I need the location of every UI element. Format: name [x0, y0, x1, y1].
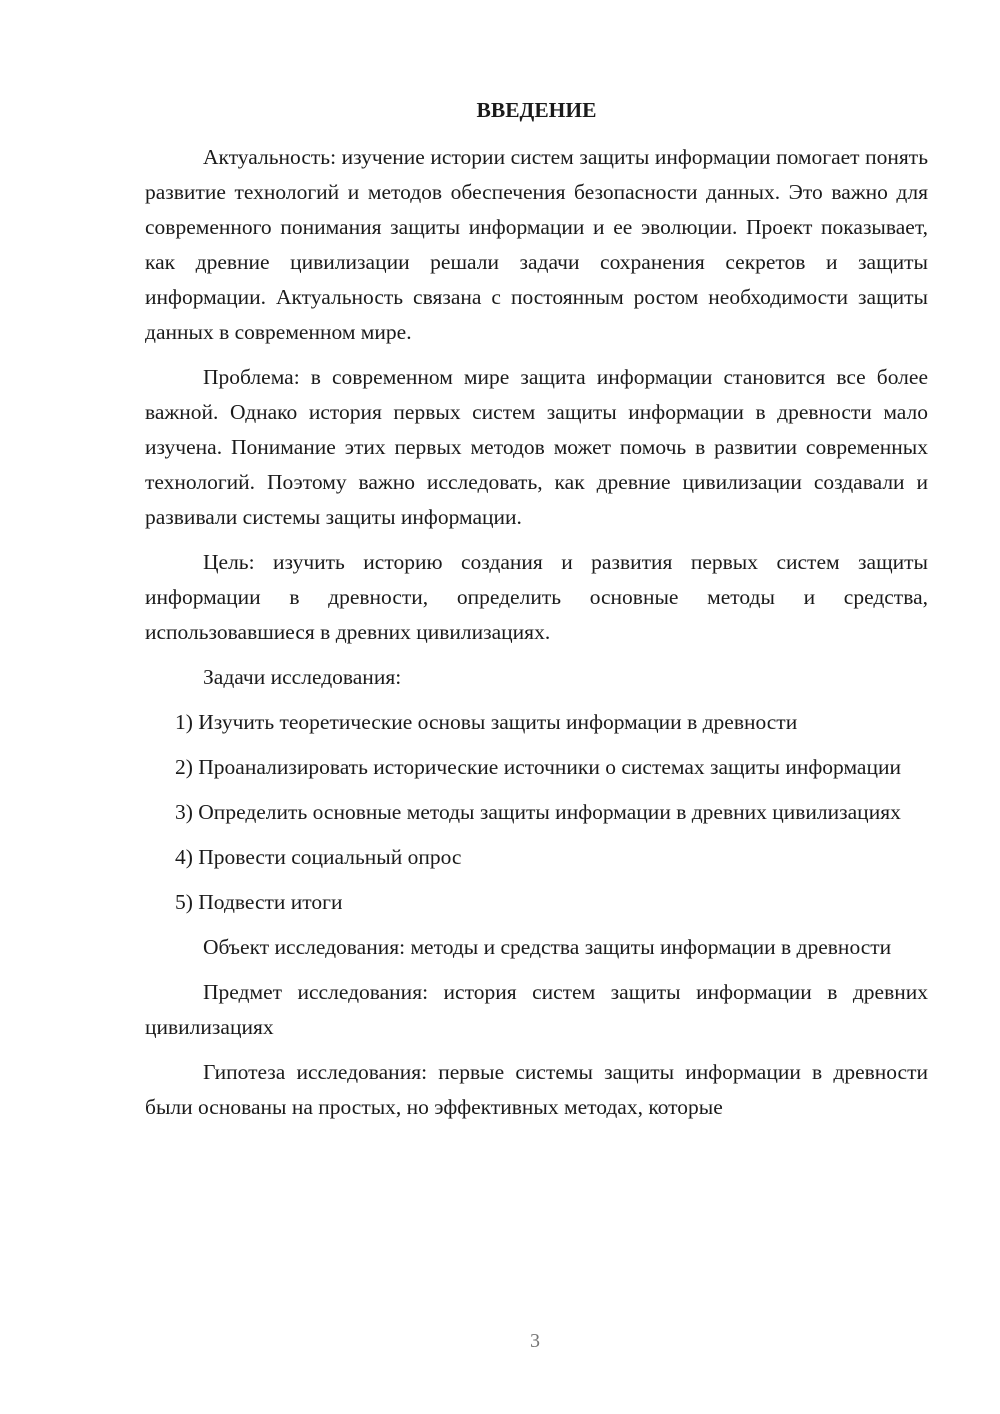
paragraph-goal: Цель: изучить историю создания и развития первых систем защиты информации в древности, определить основные методы и средства, использовавшиеся в древних цивилизациях. [145, 550, 928, 644]
list-item: 4) Провести социальный опрос [175, 845, 462, 869]
paragraph-problem: Проблема: в современном мире защита информации становится все более важной. Однако история первых систем защиты информации в древности мало изучена. Понимание этих первых методов может помочь в развитии современных технологий. Поэтому важно исследовать, как древние цивилизации создавали и развивали системы защиты информации. [145, 365, 928, 529]
document-page [145, 90, 928, 1135]
tasks-heading: Задачи исследования: [203, 665, 402, 689]
paragraph-subject: Предмет исследования: история систем защиты информации в древних цивилизациях [145, 980, 928, 1039]
list-item: 5) Подвести итоги [175, 890, 343, 914]
page-number: 3 [530, 1330, 540, 1352]
paragraph-object: Объект исследования: методы и средства защиты информации в древности [203, 935, 892, 959]
list-item: 1) Изучить теоретические основы защиты информации в древности [175, 710, 798, 734]
page-title: ВВЕДЕНИЕ [476, 98, 597, 122]
paragraph-relevance: Актуальность: изучение истории систем защиты информации помогает понять развитие технологий и методов обеспечения безопасности данных. Это важно для современного понимания защиты информации и ее эволюции. Проект показывает, как древние цивилизации решали задачи сохранения секретов и защиты информации. Актуальность связана с постоянным ростом необходимости защиты данных в современном мире. [145, 145, 928, 344]
paragraph-hypothesis: Гипотеза исследования: первые системы защиты информации в древности были основаны на простых, но эффективных методах, которые [145, 1060, 928, 1119]
list-item: 3) Определить основные методы защиты информации в древних цивилизациях [175, 800, 901, 824]
list-item: 2) Проанализировать исторические источники о системах защиты информации [175, 755, 901, 779]
